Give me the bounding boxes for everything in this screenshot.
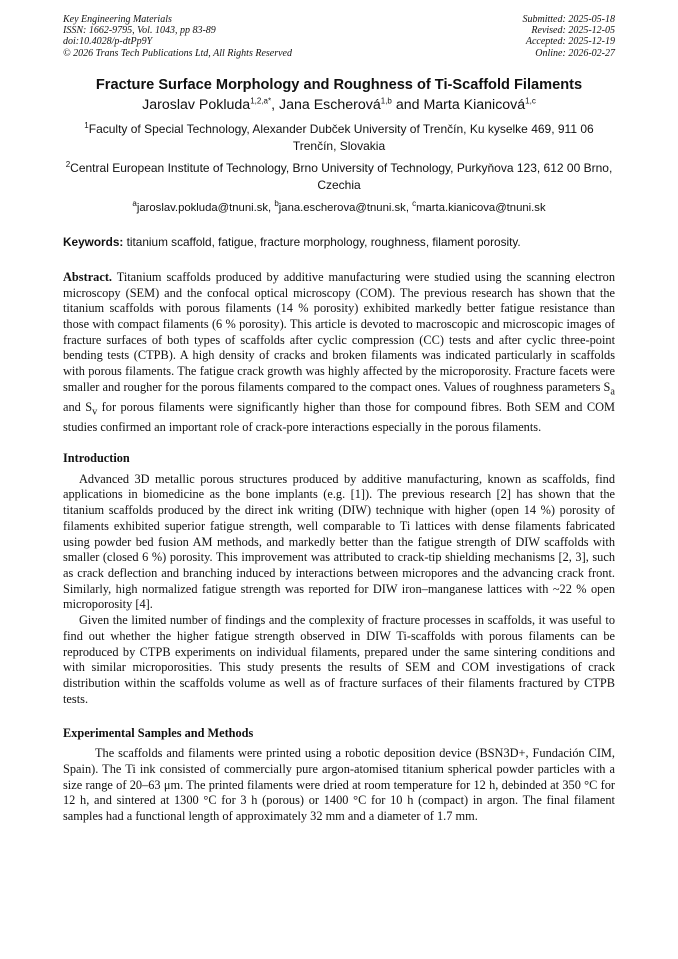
author-list [63,96,615,115]
email-link[interactable]: jaroslav.pokluda@tnuni.sk [136,201,269,214]
author-name: Jana Escherová [279,96,381,113]
paper-title: Fracture Surface Morphology and Roughness of Ti-Scaffold Filaments [95,76,583,93]
abstract [63,270,615,436]
journal-issn: ISSN: 1662-9795, Vol. 1043, pp 83-89 [63,25,216,37]
email-sup: b [274,199,279,209]
introduction-paragraph-1: Advanced 3D metallic porous structures produced by additive manufacturing, known as scaffolds, find applications in biomedicine as the bone implants (e.g. [1]). The previous research [2] has shown that the titanium scaffolds produced by the direct ink writing (DIW) technique with higher (open 14 %) porosity of filaments exhibited superior fatigue strength, well comparable to Ti lattices with dense filaments fabricated using powder bed fusion AM methods, and markedly better than the fatigue strength of DIW scaffolds with smaller (closed 6 %) porosity. This improvement was attributed to crack-tip shielding mechanisms [2, 3], such as crack deflection and branching induced by interactions between micropores and the advancing crack front. Similarly, high normalized fatigue strength was reported for DIW iron–manganese lattices with ~22 % open microporosity [4]. [63,471,615,612]
author-name: Marta Kianicová [423,96,526,113]
abstract-text: and S [63,399,93,414]
journal-header [63,14,615,59]
introduction-paragraph-2: Given the limited number of findings and the complexity of fracture processes in scaffolds, it was useful to find out whether the higher fatigue strength observed in DIW Ti-scaffolds with porous filaments can be reproduced by CTPB experiments on individual filaments, prepared under the same sintering conditions and with similar microporosities. This study presents the results of SEM and COM investigations of crack distribution within the scaffolds volume as well as of fracture surfaces of their filaments fractured by CTPB tests. [63,613,615,706]
journal-doi[interactable]: doi:10.4028/p-dtPp9Y [63,36,153,48]
email-list [63,201,615,215]
journal-name: Key Engineering Materials [63,14,172,25]
abstract-label: Abstract. [63,269,113,284]
email-link[interactable]: marta.kianicova@tnuni.sk [416,201,546,214]
email-sup: c [412,199,417,209]
affiliation-text: Central European Institute of Technology, Brno University of Technology, Purkyňova 123, 612 00 Brno, Czechia [70,160,613,192]
author-sup: 1,2,a* [250,96,272,106]
affiliation-text: Faculty of Special Technology, Alexander Dubček University of Trenčín, Ku kyselke 469, 911 06 Trenčín, Slovakia [88,121,594,153]
date-submitted: Submitted: 2025-05-18 [522,14,615,25]
keywords-text: titanium scaffold, fatigue, fracture morphology, roughness, filament porosity. [123,234,521,249]
keywords-label: Keywords: [63,234,124,249]
keywords [63,235,615,250]
subscript-a: a [610,386,615,398]
email-separator: , [405,201,413,214]
author-sup: 1,b [380,96,392,106]
paper-page [63,14,615,825]
abstract-text: for porous filaments were significantly higher than those for compound fibres. Both SEM and COM studies confirmed an important role of crack-pore interactions especially in the porous filaments. [63,399,615,435]
affiliation-2 [63,160,615,194]
subscript-v: v [92,406,98,418]
date-accepted: Accepted: 2025-12-19 [525,36,615,48]
section-heading-introduction: Introduction [63,450,130,465]
affiliation-1 [63,121,615,155]
date-online: Online: 2026-02-27 [535,47,615,59]
experimental-paragraph-1: The scaffolds and filaments were printed using a robotic deposition device (BSN3D+, Fundación CIM, Spain). The Ti ink consisted of commercially pure argon-atomised titanium spherical powder particles with a size range of 20–63 μm. The printed filaments were dried at room temperature for 12 h, debinded at 350 °C for 12 h, and sintered at 1300 °C for 3 h (porous) or 1400 °C for 10 h (compact) in argon. The final filament samples had a functional length of approximately 32 mm and a diameter of 1.7 mm. [63,746,615,824]
author-separator: , [271,96,279,113]
affiliation-sup: 1 [84,120,89,130]
email-link[interactable]: jana.escherova@tnuni.sk [278,201,406,214]
journal-copyright: © 2026 Trans Tech Publications Ltd, All Rights Reserved [63,47,292,59]
journal-info [63,14,292,59]
section-heading-experimental: Experimental Samples and Methods [63,726,254,741]
author-separator: and [391,96,424,113]
email-sup: a [132,199,137,209]
author-sup: 1,c [525,96,536,106]
author-name: Jaroslav Pokluda [142,96,251,113]
date-revised: Revised: 2025-12-05 [531,25,615,37]
publication-dates [523,14,616,59]
affiliation-sup: 2 [65,159,71,169]
email-separator: , [268,201,275,214]
abstract-text: Titanium scaffolds produced by additive manufacturing were studied using the scanning electron microscopy (SEM) and the confocal optical microscopy (COM). The previous research has shown that the titanium scaffolds with porous filaments (14 % porosity) exhibited markedly better fatigue resistance than those with compact filaments (6 % porosity). This article is devoted to macroscopic and microscopic images of fracture surfaces of both types of scaffolds after cyclic compression (CC) tests and after cyclic three-point bending tests (CTPB). A high density of cracks and broken filaments was indicated particularly in scaffolds with porous filaments. The fatigue crack growth was highly affected by the microporosity. Fracture facets were smaller and rougher for the porous filaments compared to the compact ones. Values of roughness parameters S [63,269,615,394]
